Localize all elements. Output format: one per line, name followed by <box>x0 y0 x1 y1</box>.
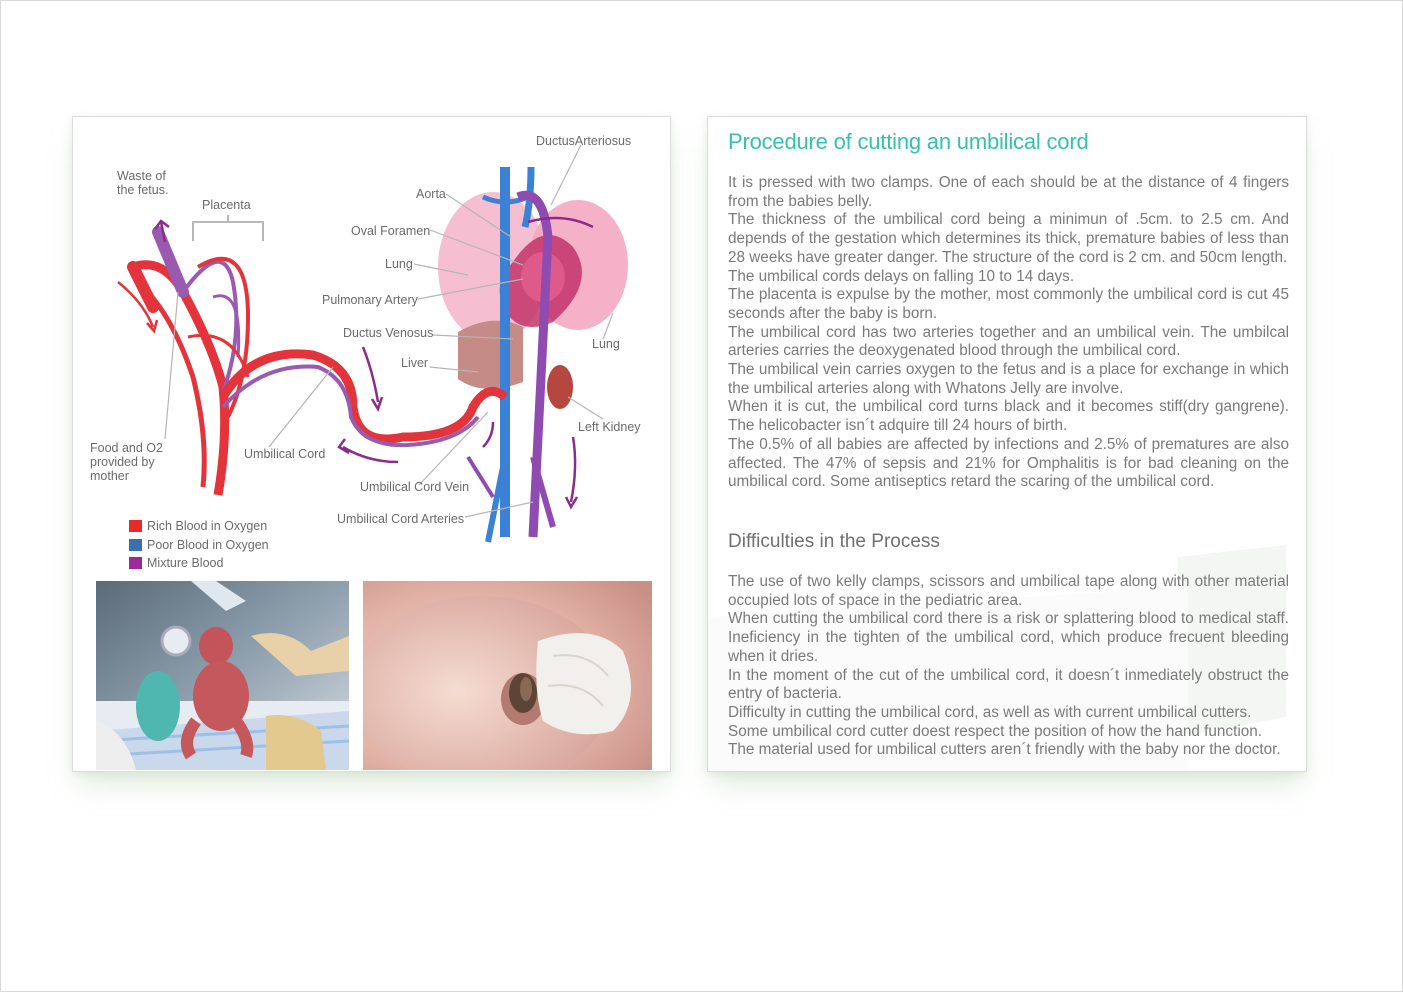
diagram-legend <box>129 517 269 573</box>
procedure-paragraph: The 0.5% of all babies are affected by infections and 2.5% of prematures are also affected. The 47% of sepsis and 21% for Omphalitis is for bad cleaning on the umbilical cord. Some antiseptics retard the scaring of the umbilical cord. <box>728 435 1289 491</box>
label-pulmonary-artery: Pulmonary Artery <box>322 293 418 307</box>
kidney-shape <box>547 365 573 409</box>
legend-label: Poor Blood in Oxygen <box>147 537 269 552</box>
umbilical-stump-photo <box>363 581 652 770</box>
label-ductus-arteriosus: DuctusArteriosus <box>536 134 632 148</box>
procedure-paragraph: The thickness of the umbilical cord being a minimun of .5cm. to 2.5 cm. And depends of the gestation which determines its thick, premature babies of less than 28 weeks have greater danger. The structure of the cord is 2 cm. and 50cm length. <box>728 211 1289 266</box>
article-panel <box>707 116 1307 772</box>
label-umbilical-cord: Umbilical Cord <box>244 447 326 461</box>
legend-swatch <box>129 520 142 532</box>
procedure-paragraph: It is pressed with two clamps. One of each should be at the distance of 4 fingers from the babies belly. <box>728 174 1289 210</box>
difficulty-paragraph: In the moment of the cut of the umbilical cord, it doesn´t inmediately obstruct the entry of bacteria. <box>728 666 1289 703</box>
label-waste: Waste of the fetus. <box>117 169 169 197</box>
label-umbilical-cord-arteries: Umbilical Cord Arteries <box>337 512 465 526</box>
difficulty-paragraph: Some umbilical cord cutter doest respect the position of how the hand function. <box>728 722 1262 740</box>
difficulty-paragraph: The use of two kelly clamps, scissors and umbilical tape along with other material occupied lots of space in the pediatric area. <box>728 573 1289 609</box>
procedure-paragraph: The umbilical vein carries oxygen to the fetus and is a place for exchange in which the umbilical arteries along with Whatons Jelly are involve. <box>728 361 1289 397</box>
procedure-paragraph: When it is cut, the umbilical cord turns black and it becomes stiff(dry gangrene). The helicobacter isn´t adquire till 24 hours of birth. <box>728 398 1289 435</box>
newborn-photo <box>96 581 349 770</box>
legend-label: Rich Blood in Oxygen <box>147 519 268 534</box>
procedure-text <box>728 174 1289 492</box>
difficulty-paragraph: When cutting the umbilical cord there is a risk or splattering blood to medical staff. Ineficiency in the tighten of the umbilical cord, which produce frecuent bleeding when it dries. <box>728 610 1289 665</box>
legend-item-rich <box>129 517 269 536</box>
diagram-panel <box>72 116 671 772</box>
label-food-o2: Food and O2 provided by mother <box>90 441 163 483</box>
legend-item-mixture <box>129 554 269 573</box>
legend-swatch <box>129 539 142 551</box>
label-lung-right: Lung <box>592 337 620 351</box>
label-placenta: Placenta <box>202 198 251 212</box>
label-aorta: Aorta <box>416 187 446 201</box>
label-liver: Liver <box>401 356 429 370</box>
label-left-kidney: Left Kidney <box>578 420 641 434</box>
label-ductus-venosus: Ductus Venosus <box>343 326 434 340</box>
legend-label: Mixture Blood <box>147 556 224 571</box>
procedure-paragraph: The umbilical cord has two arteries together and an umbilical vein. The umbilcal arteries carries the deoxygenated blood through the umbilical cord. <box>728 323 1289 360</box>
article-title: Procedure of cutting an umbilical cord <box>728 129 1089 154</box>
label-lung-left: Lung <box>385 257 413 271</box>
legend-item-poor <box>129 536 269 555</box>
legend-swatch <box>129 557 142 569</box>
difficulties-heading: Difficulties in the Process <box>728 531 940 552</box>
difficulty-paragraph: Difficulty in cutting the umbilical cord, as well as with current umbilical cutters. <box>728 703 1252 721</box>
procedure-paragraph: The placenta is expulse by the mother, most commonly the umbilical cord is cut 45 seconds after the baby is born. <box>728 286 1289 322</box>
label-umbilical-cord-vein: Umbilical Cord Vein <box>360 480 470 494</box>
difficulty-paragraph: The material used for umbilical cutters aren´t friendly with the baby nor the doctor. <box>728 741 1281 759</box>
procedure-paragraph: The umbilical cords delays on falling 10 to 14 days. <box>728 267 1075 285</box>
placenta-bracket <box>193 215 263 241</box>
liver-shape <box>458 321 523 389</box>
label-oval-foramen: Oval Foramen <box>351 224 431 238</box>
difficulties-text <box>728 573 1289 760</box>
